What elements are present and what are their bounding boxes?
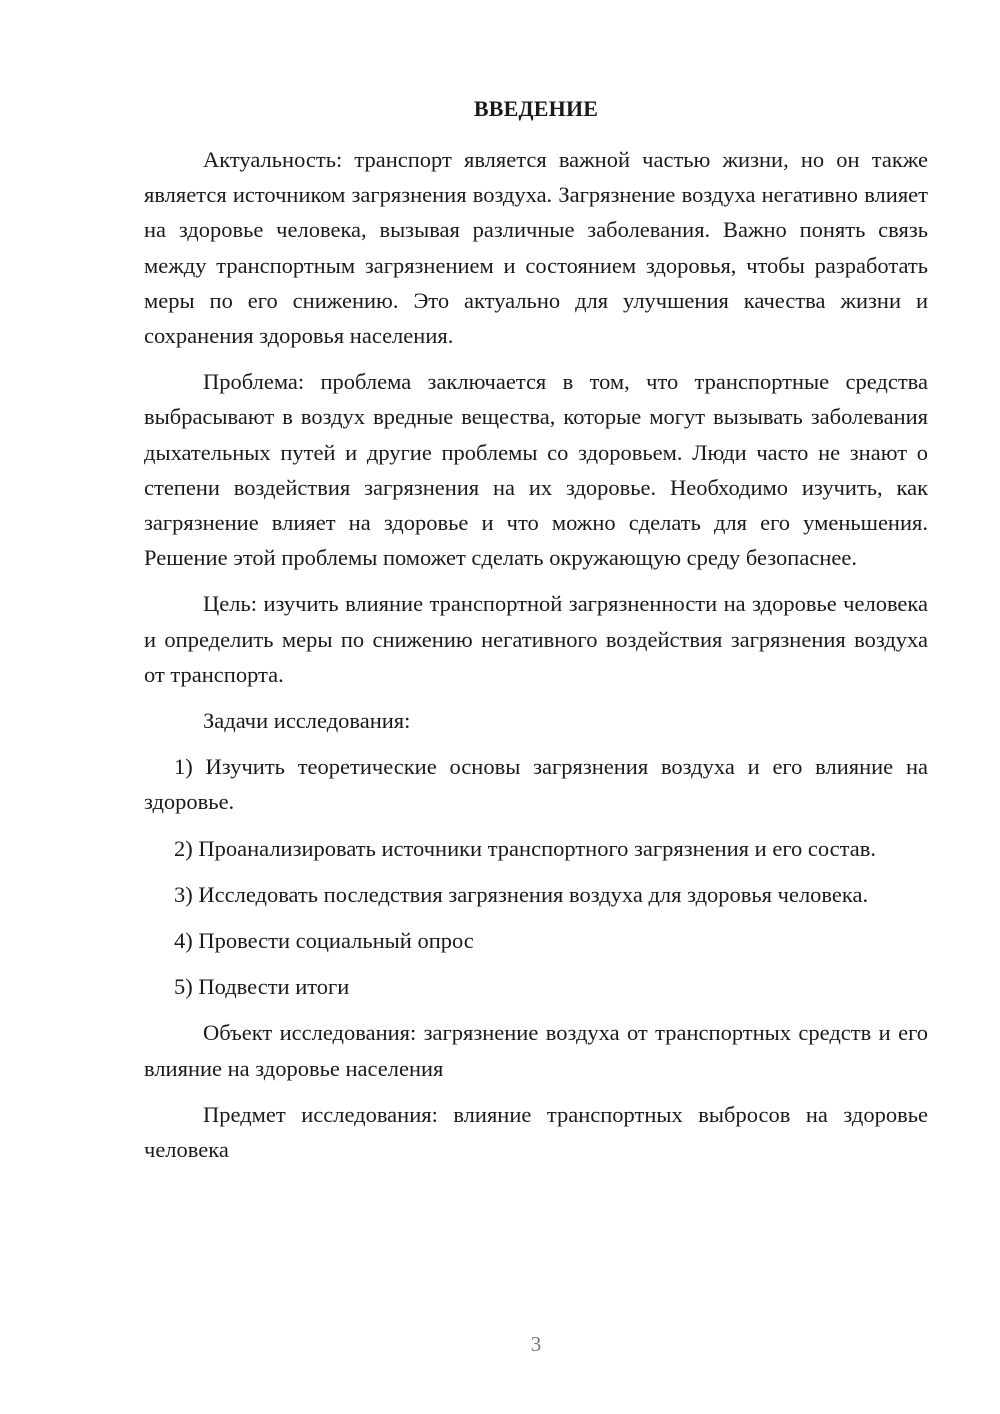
paragraph-goal: Цель: изучить влияние транспортной загрязненности на здоровье человека и определить меры по снижению негативного воздействия загрязнения воздуха от транспорта. xyxy=(144,591,928,687)
paragraph-problem: Проблема: проблема заключается в том, что транспортные средства выбрасывают в воздух вредные вещества, которые могут вызывать заболевания дыхательных путей и другие проблемы со здоровьем. Люди часто не знают о степени воздействия загрязнения на их здоровье. Необходимо изучить, как загрязнение влияет на здоровье и что можно сделать для его уменьшения. Решение этой проблемы поможет сделать окружающую среду безопаснее. xyxy=(144,369,928,571)
list-item: 3) Исследовать последствия загрязнения воздуха для здоровья человека. xyxy=(174,881,869,907)
list-item: 4) Провести социальный опрос xyxy=(174,928,474,954)
list-item: 2) Проанализировать источники транспортного загрязнения и его состав. xyxy=(174,835,876,861)
list-item: 1) Изучить теоретические основы загрязнения воздуха и его влияние на здоровье. xyxy=(144,754,928,815)
document-body xyxy=(144,142,928,1178)
document-page xyxy=(144,0,928,1414)
paragraph-subject: Предмет исследования: влияние транспортных выбросов на здоровье человека xyxy=(144,1101,928,1163)
list-item: 5) Подвести итоги xyxy=(174,974,350,1000)
tasks-heading: Задачи исследования: xyxy=(203,708,411,734)
paragraph-object: Объект исследования: загрязнение воздуха от транспортных средств и его влияние на здоровье населения xyxy=(144,1020,928,1081)
page-title: ВВЕДЕНИЕ xyxy=(473,96,599,121)
page-number: 3 xyxy=(530,1332,542,1356)
paragraph-relevance: Актуальность: транспорт является важной частью жизни, но он также является источником загрязнения воздуха. Загрязнение воздуха негативно влияет на здоровье человека, вызывая различные заболевания. Важно понять связь между транспортным загрязнением и состоянием здоровья, чтобы разработать меры по его снижению. Это актуально для улучшения качества жизни и сохранения здоровья населения. xyxy=(144,147,928,349)
